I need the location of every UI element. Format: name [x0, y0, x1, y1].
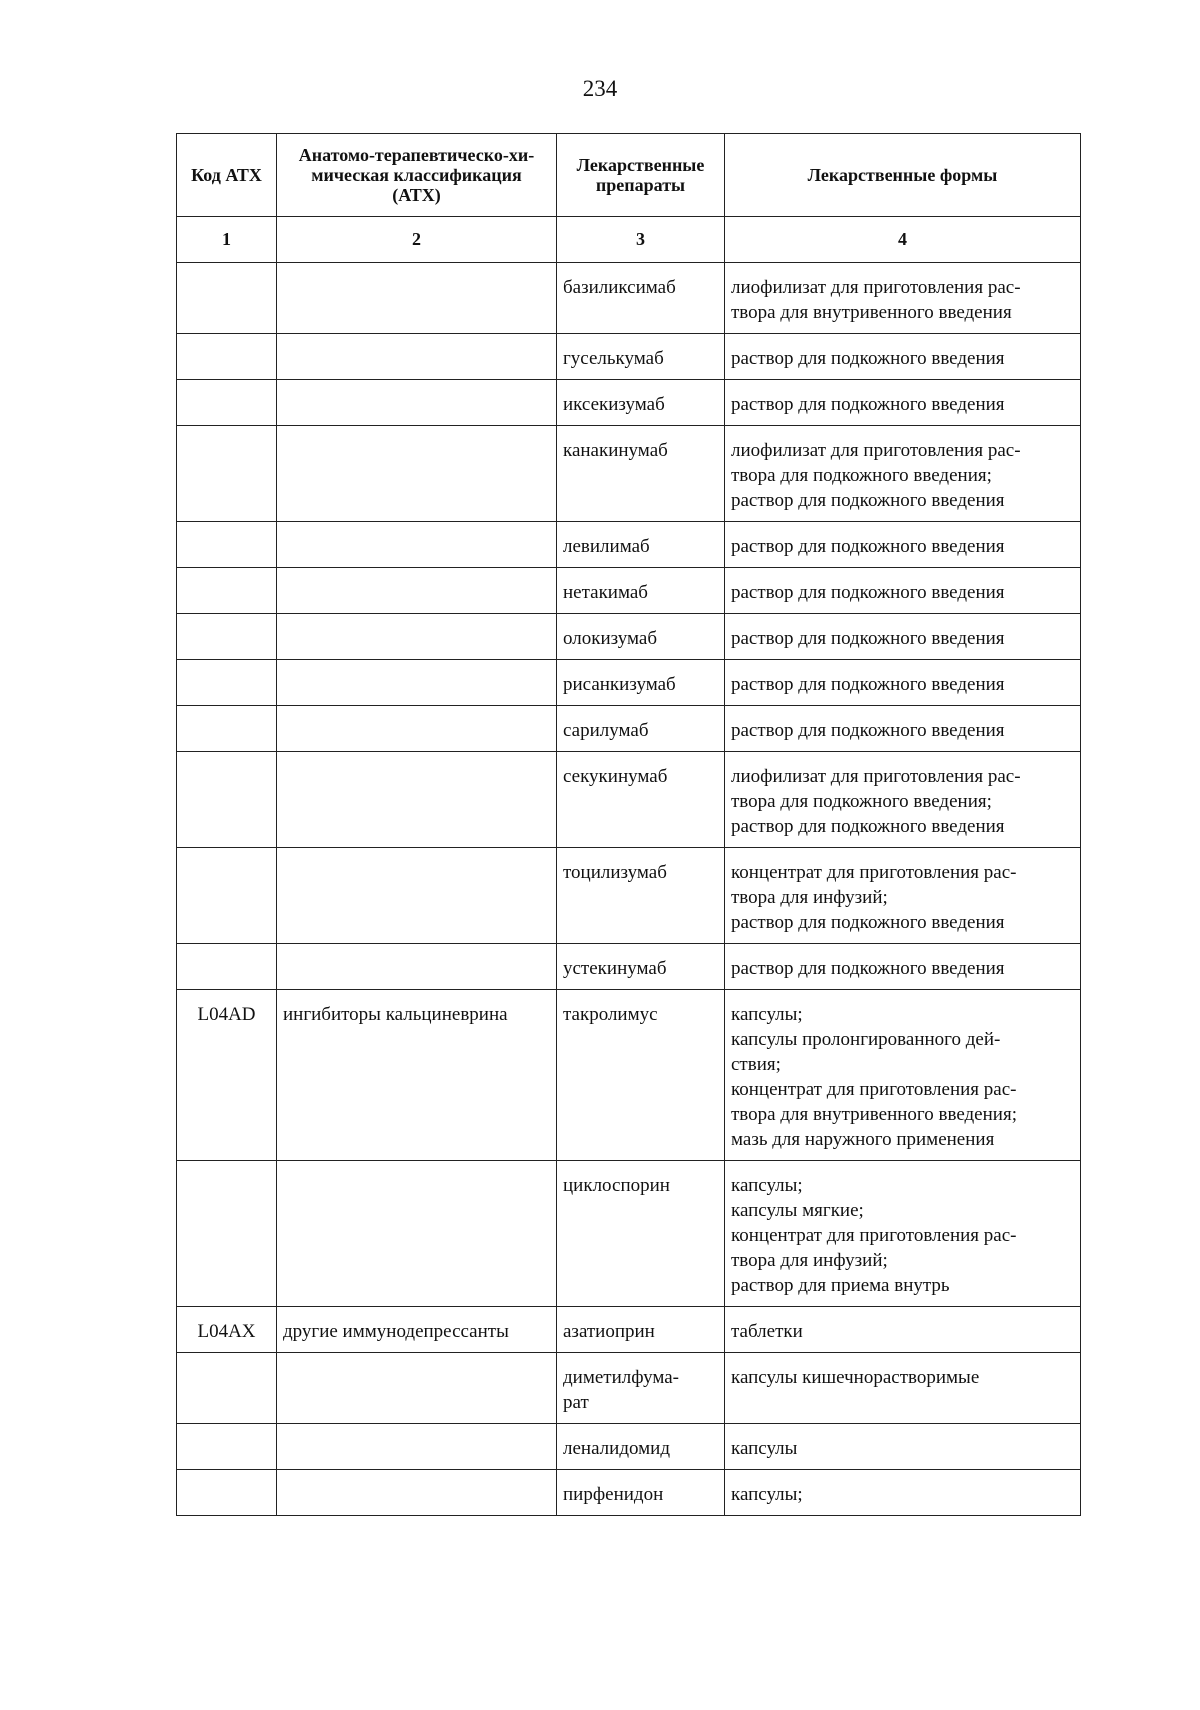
atx-code-cell — [177, 752, 277, 848]
classification-cell — [277, 263, 557, 334]
atx-code-cell — [177, 426, 277, 522]
table-row — [177, 522, 1081, 568]
dosage-forms-cell: раствор для подкожного введения — [725, 660, 1081, 706]
classification-cell — [277, 660, 557, 706]
classification-cell — [277, 1424, 557, 1470]
classification-cell — [277, 752, 557, 848]
dosage-forms-cell: капсулы; капсулы пролонгированного дей- ствия; концентрат для приготовления рас- твора для внутривенного введения; мазь для наружного применения — [725, 990, 1081, 1161]
dosage-forms-cell: концентрат для приготовления рас- твора для инфузий; раствор для подкожного введения — [725, 848, 1081, 944]
table-row — [177, 706, 1081, 752]
atx-code-cell — [177, 848, 277, 944]
dosage-forms-cell: раствор для подкожного введения — [725, 568, 1081, 614]
drug-cell: леналидомид — [557, 1424, 725, 1470]
classification-cell — [277, 380, 557, 426]
dosage-forms-cell: капсулы кишечнорастворимые — [725, 1353, 1081, 1424]
atx-code-cell — [177, 380, 277, 426]
atx-code-cell: L04AD — [177, 990, 277, 1161]
column-number: 3 — [557, 217, 725, 263]
dosage-forms-cell: раствор для подкожного введения — [725, 706, 1081, 752]
classification-cell — [277, 614, 557, 660]
table-row — [177, 1353, 1081, 1424]
drug-cell: иксекизумаб — [557, 380, 725, 426]
column-number: 1 — [177, 217, 277, 263]
dosage-forms-cell: раствор для подкожного введения — [725, 614, 1081, 660]
table-row — [177, 1307, 1081, 1353]
drug-cell: базиликсимаб — [557, 263, 725, 334]
atx-code-cell — [177, 1470, 277, 1516]
drug-cell: канакинумаб — [557, 426, 725, 522]
dosage-forms-cell: капсулы; — [725, 1470, 1081, 1516]
column-number: 2 — [277, 217, 557, 263]
classification-cell — [277, 426, 557, 522]
dosage-forms-cell: таблетки — [725, 1307, 1081, 1353]
atx-code-cell — [177, 614, 277, 660]
atx-code-cell — [177, 1353, 277, 1424]
atx-code-cell — [177, 263, 277, 334]
dosage-forms-cell: раствор для подкожного введения — [725, 522, 1081, 568]
dosage-forms-cell: лиофилизат для приготовления рас- твора для подкожного введения; раствор для подкожного введения — [725, 752, 1081, 848]
classification-cell — [277, 944, 557, 990]
atx-table — [176, 133, 1081, 1516]
table-row — [177, 1470, 1081, 1516]
table-row — [177, 380, 1081, 426]
atx-code-cell — [177, 1161, 277, 1307]
drug-cell: нетакимаб — [557, 568, 725, 614]
drug-cell: такролимус — [557, 990, 725, 1161]
table-row — [177, 990, 1081, 1161]
classification-cell — [277, 522, 557, 568]
drug-cell: диметилфума- рат — [557, 1353, 725, 1424]
dosage-forms-cell: капсулы — [725, 1424, 1081, 1470]
classification-cell — [277, 334, 557, 380]
drug-cell: сарилумаб — [557, 706, 725, 752]
classification-cell — [277, 706, 557, 752]
atx-code-cell — [177, 1424, 277, 1470]
drug-cell: азатиоприн — [557, 1307, 725, 1353]
drug-cell: секукинумаб — [557, 752, 725, 848]
header-row — [177, 134, 1081, 217]
header-drugs: Лекарственные препараты — [557, 134, 725, 217]
drug-cell: олокизумаб — [557, 614, 725, 660]
atx-code-cell — [177, 334, 277, 380]
column-number-row — [177, 217, 1081, 263]
header-classification: Анатомо-терапевтическо-хи- мическая классификация (АТХ) — [277, 134, 557, 217]
drug-cell: гуселькумаб — [557, 334, 725, 380]
drug-cell: левилимаб — [557, 522, 725, 568]
classification-cell — [277, 1161, 557, 1307]
atx-code-cell — [177, 944, 277, 990]
drug-cell: рисанкизумаб — [557, 660, 725, 706]
dosage-forms-cell: лиофилизат для приготовления рас- твора для внутривенного введения — [725, 263, 1081, 334]
table-row — [177, 568, 1081, 614]
atx-code-cell — [177, 660, 277, 706]
header-code: Код АТХ — [177, 134, 277, 217]
classification-cell: ингибиторы кальциневрина — [277, 990, 557, 1161]
drug-cell: устекинумаб — [557, 944, 725, 990]
table-row — [177, 848, 1081, 944]
drug-cell: циклоспорин — [557, 1161, 725, 1307]
table-row — [177, 1424, 1081, 1470]
table-row — [177, 1161, 1081, 1307]
dosage-forms-cell: капсулы; капсулы мягкие; концентрат для приготовления рас- твора для инфузий; раствор для приема внутрь — [725, 1161, 1081, 1307]
atx-code-cell — [177, 706, 277, 752]
dosage-forms-cell: раствор для подкожного введения — [725, 380, 1081, 426]
classification-cell: другие иммунодепрессанты — [277, 1307, 557, 1353]
table-row — [177, 752, 1081, 848]
page-number: 234 — [582, 76, 618, 101]
table-row — [177, 614, 1081, 660]
drug-cell: тоцилизумаб — [557, 848, 725, 944]
table-row — [177, 263, 1081, 334]
atx-code-cell — [177, 568, 277, 614]
table-row — [177, 944, 1081, 990]
header-forms: Лекарственные формы — [725, 134, 1081, 217]
table-row — [177, 660, 1081, 706]
column-number: 4 — [725, 217, 1081, 263]
drug-cell: пирфенидон — [557, 1470, 725, 1516]
classification-cell — [277, 568, 557, 614]
classification-cell — [277, 1470, 557, 1516]
atx-code-cell: L04AX — [177, 1307, 277, 1353]
classification-cell — [277, 848, 557, 944]
table-row — [177, 426, 1081, 522]
dosage-forms-cell: раствор для подкожного введения — [725, 334, 1081, 380]
dosage-forms-cell: раствор для подкожного введения — [725, 944, 1081, 990]
dosage-forms-cell: лиофилизат для приготовления рас- твора для подкожного введения; раствор для подкожного введения — [725, 426, 1081, 522]
table-row — [177, 334, 1081, 380]
classification-cell — [277, 1353, 557, 1424]
atx-code-cell — [177, 522, 277, 568]
